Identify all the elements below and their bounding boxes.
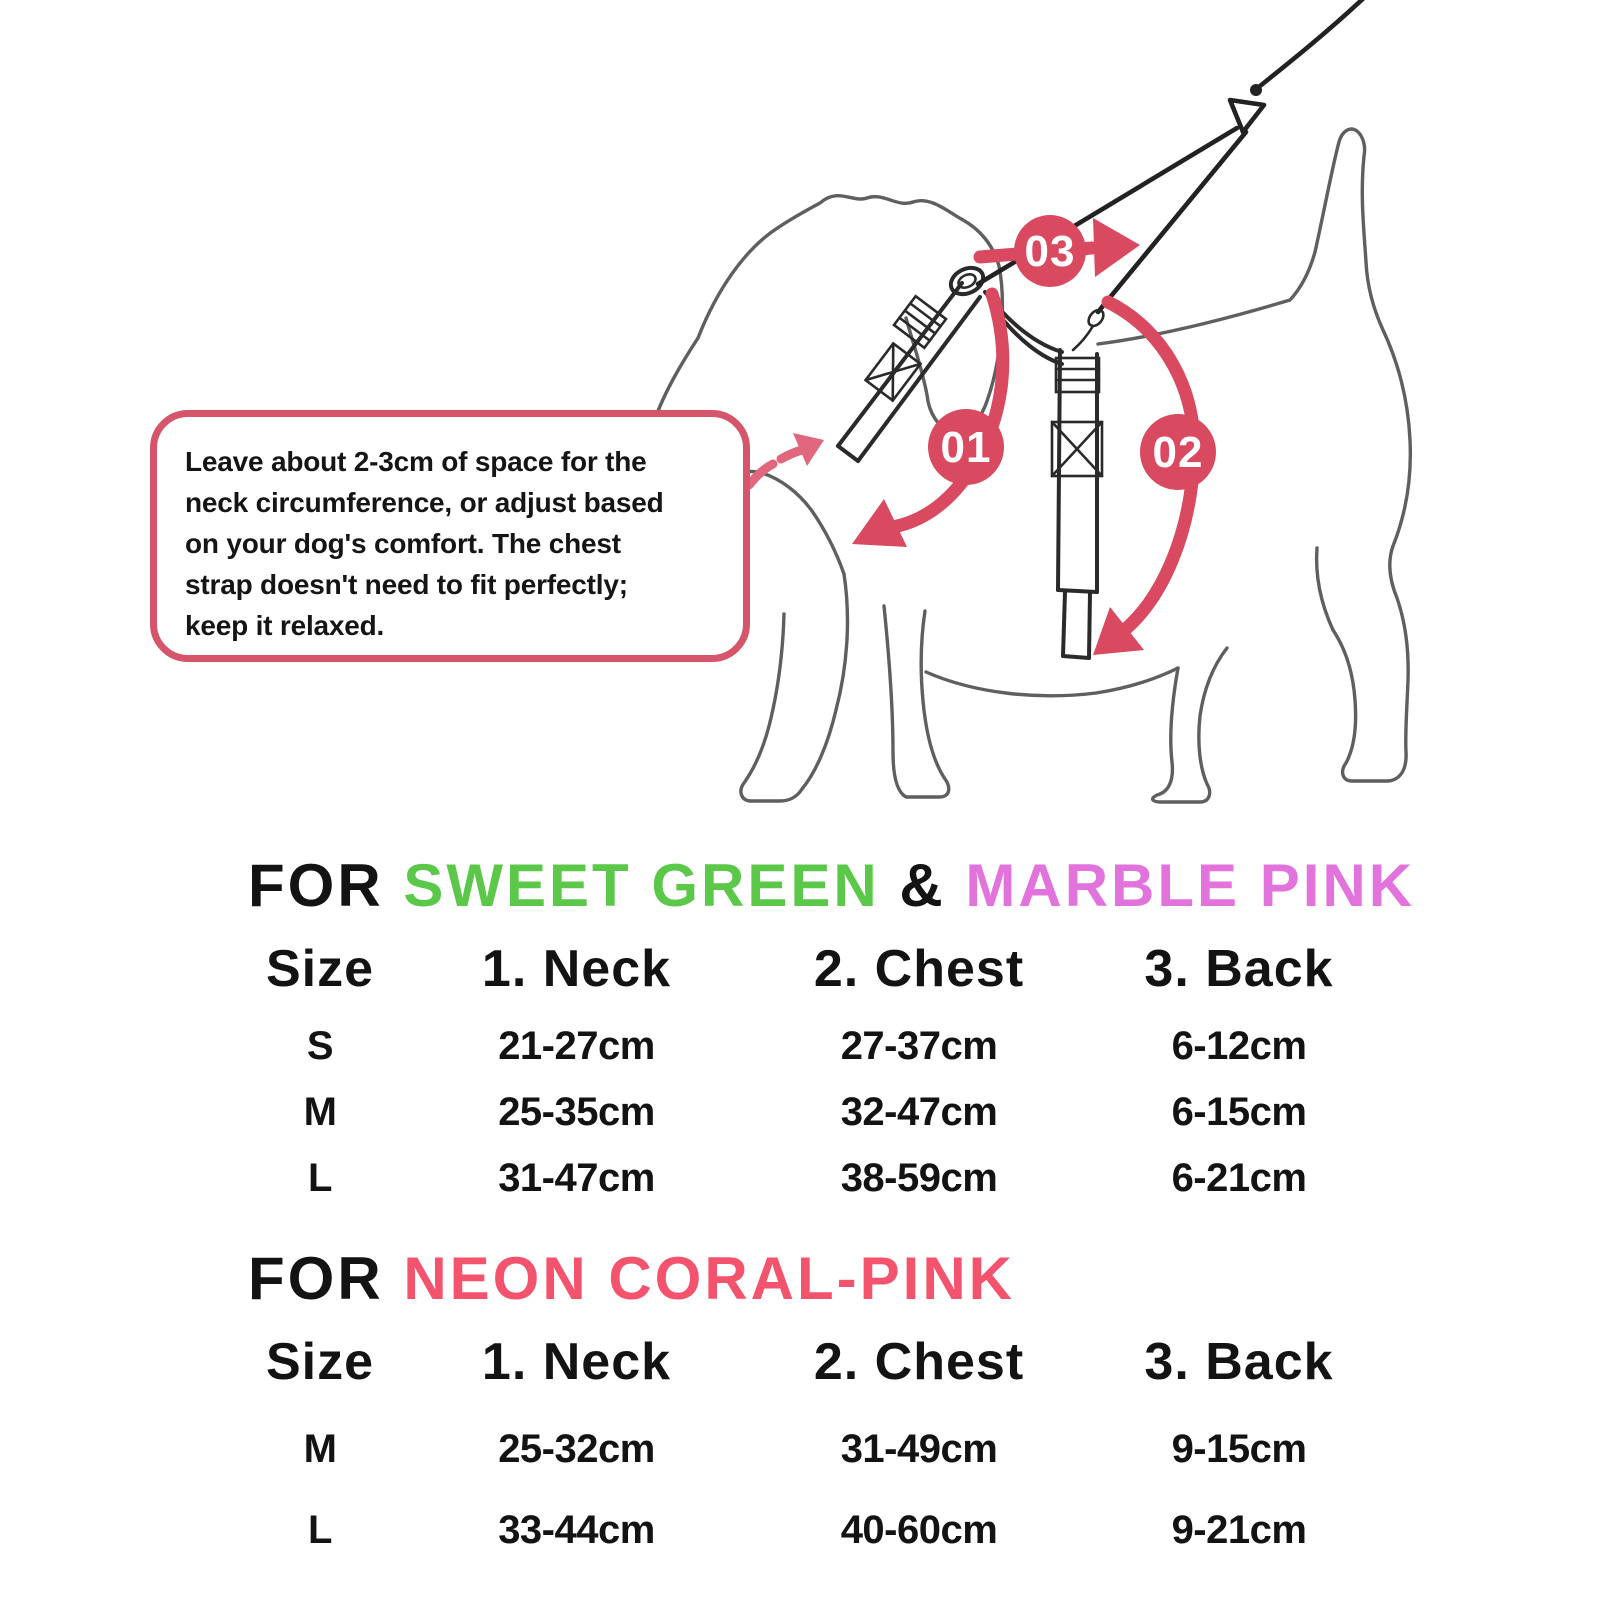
size-cell: L bbox=[308, 1155, 332, 1200]
neck-cell: 31-47cm bbox=[498, 1155, 655, 1200]
back-cell: 6-12cm bbox=[1171, 1023, 1307, 1068]
chest-cell: 31-49cm bbox=[840, 1426, 998, 1471]
title-color-sweet-green: SWEET GREEN bbox=[403, 852, 880, 919]
chest-cell: 32-47cm bbox=[840, 1089, 998, 1134]
neck-cell: 25-35cm bbox=[498, 1089, 655, 1134]
title-color-neon-coral-pink: NEON CORAL-PINK bbox=[403, 1245, 1015, 1312]
marker-02-label: 02 bbox=[1152, 428, 1204, 477]
callout-text-line: keep it relaxed. bbox=[185, 610, 385, 641]
callout-text-line: neck circumference, or adjust based bbox=[185, 487, 664, 518]
title-ampersand: & bbox=[899, 852, 946, 919]
col-header-size: Size bbox=[265, 1333, 375, 1391]
neck-cell: 21-27cm bbox=[498, 1023, 655, 1068]
marker-03-label: 03 bbox=[1024, 227, 1076, 276]
col-header-chest: 2. Chest bbox=[813, 940, 1025, 998]
callout-text-line: Leave about 2-3cm of space for the bbox=[185, 446, 647, 477]
size-cell: S bbox=[306, 1023, 334, 1068]
leash-and-loop bbox=[978, 0, 1368, 350]
back-cell: 6-21cm bbox=[1171, 1155, 1307, 1200]
table-title bbox=[248, 851, 1418, 920]
chest-cell: 38-59cm bbox=[840, 1155, 998, 1200]
callout-text-line: strap doesn't need to fit perfectly; bbox=[185, 569, 628, 600]
neck-cell: 33-44cm bbox=[498, 1507, 655, 1552]
measurement-annotations bbox=[852, 215, 1216, 655]
leash-knot bbox=[1250, 84, 1262, 96]
size-cell: L bbox=[308, 1507, 332, 1552]
col-header-back: 3. Back bbox=[1144, 1333, 1334, 1391]
col-header-size: Size bbox=[265, 940, 375, 998]
chest-cell: 40-60cm bbox=[840, 1507, 998, 1552]
back-cell: 9-21cm bbox=[1171, 1507, 1307, 1552]
title-prefix: FOR bbox=[248, 1245, 384, 1312]
callout-text-line: on your dog's comfort. The chest bbox=[185, 528, 621, 559]
fitting-tip-callout bbox=[150, 410, 750, 662]
col-header-neck: 1. Neck bbox=[481, 1333, 672, 1391]
size-cell: M bbox=[303, 1089, 337, 1134]
back-cell: 6-15cm bbox=[1171, 1089, 1307, 1134]
back-cell: 9-15cm bbox=[1171, 1426, 1307, 1471]
title-prefix: FOR bbox=[248, 852, 384, 919]
marker-01-label: 01 bbox=[940, 423, 992, 472]
size-cell: M bbox=[303, 1426, 337, 1471]
size-grid bbox=[236, 925, 1389, 1211]
title-color-marble-pink: MARBLE PINK bbox=[965, 852, 1416, 919]
size-grid bbox=[236, 1316, 1389, 1570]
size-table-sweet-green-marble-pink bbox=[248, 851, 1418, 1200]
neck-strap-adjuster bbox=[866, 343, 921, 400]
table-title bbox=[248, 1244, 1418, 1313]
callout-pointer-arrow bbox=[749, 433, 824, 485]
back-strap-clip bbox=[1086, 307, 1107, 329]
chest-cell: 27-37cm bbox=[840, 1023, 998, 1068]
size-table-neon-coral-pink bbox=[248, 1244, 1418, 1552]
col-header-chest: 2. Chest bbox=[813, 1333, 1025, 1391]
neck-cell: 25-32cm bbox=[498, 1426, 655, 1471]
col-header-back: 3. Back bbox=[1144, 940, 1334, 998]
col-header-neck: 1. Neck bbox=[481, 940, 672, 998]
